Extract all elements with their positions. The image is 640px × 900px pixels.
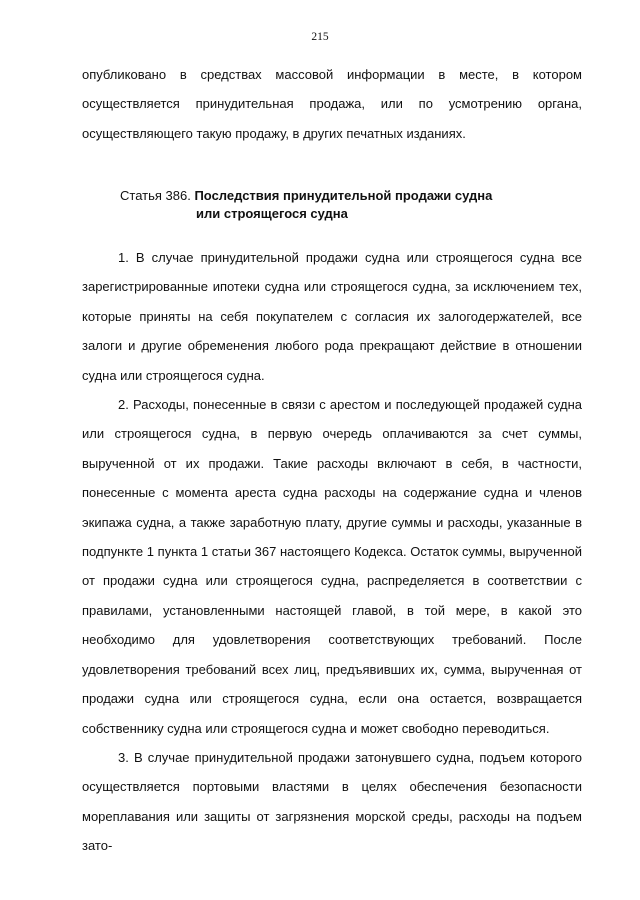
- article-body: [82, 243, 582, 861]
- article-number: Статья 386.: [120, 188, 191, 203]
- article-title-line2: или строящегося судна: [196, 206, 348, 221]
- article-title-line1: Последствия принудительной продажи судна: [194, 188, 493, 203]
- page-number: 215: [311, 31, 329, 43]
- intro-text-block: [82, 60, 582, 148]
- intro-paragraph: опубликовано в средствах массовой информации в месте, в котором осуществляется принудительная продажа, или по усмотрению органа, осуществляющего такую продажу, в других печатных изданиях.: [82, 67, 582, 141]
- paragraph-2: 2. Расходы, понесенные в связи с арестом и последующей продажей судна или строящегося судна, в первую очередь оплачиваются за счет суммы, вырученной от их продажи. Такие расходы включают в себя, в частности, понесенные с момента ареста судна расходы на содержание судна и членов экипажа судна, а также заработную плату, другие суммы и расходы, указанные в подпункте 1 пункта 1 статьи 367 настоящего Кодекса. Остаток суммы, вырученной от продажи судна или строящегося судна, распределяется в соответствии с правилами, установленными настоящей главой, в той мере, в какой это необходимо для удовлетворения соответствующих требований. После удовлетворения требований всех лиц, предъявивших их, сумма, вырученная от продажи судна или строящегося судна, если она остается, возвращается собственнику судна или строящегося судна и может свободно переводиться.: [82, 397, 582, 736]
- article-heading: [120, 187, 580, 223]
- paragraph-1: 1. В случае принудительной продажи судна или строящегося судна все зарегистрированные ипотеки судна или строящегося судна, за исключением тех, которые приняты на себя покупателем с согласия их залогодержателей, все залоги и другие обременения любого рода прекращают действие в отношении судна или строящегося судна.: [82, 250, 582, 383]
- paragraph-3: 3. В случае принудительной продажи затонувшего судна, подъем которого осуществляется портовыми властями в целях обеспечения безопасности мореплавания или защиты от загрязнения морской среды, расходы на подъем зато-: [82, 749, 582, 854]
